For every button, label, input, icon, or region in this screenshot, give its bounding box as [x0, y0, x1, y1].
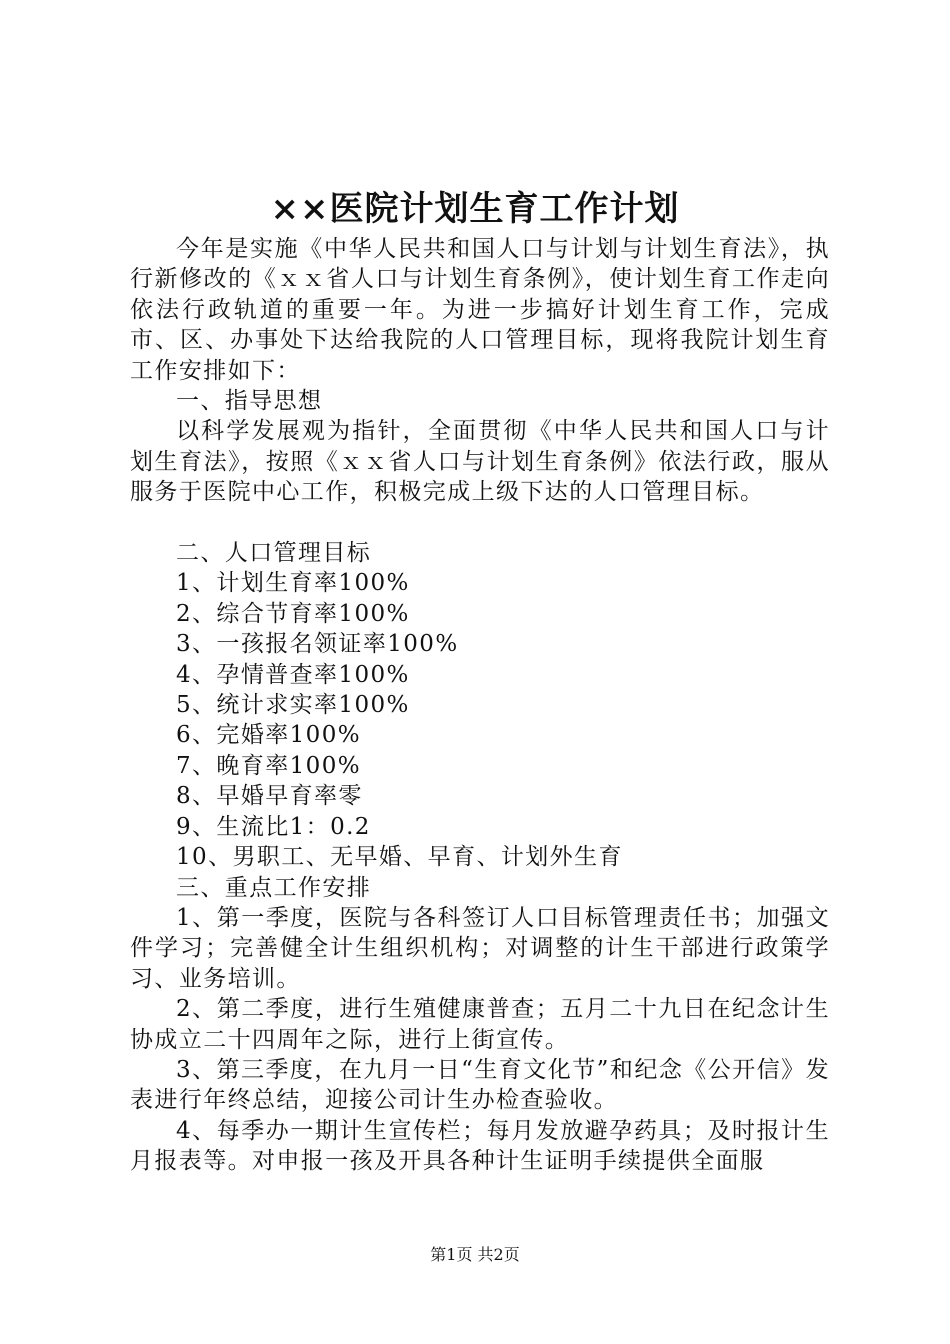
section-heading-guiding-thought: 一、指导思想 [176, 388, 323, 415]
section-heading-key-work: 三、重点工作安排 [176, 874, 372, 901]
target-item: 3、一孩报名领证率100% [176, 631, 459, 658]
target-item: 10、男职工、无早婚、早育、计划外生育 [176, 844, 623, 871]
work-item: 2、第二季度，进行生殖健康普查；五月二十九日在纪念计生协成立二十四周年之际，进行上街宣传。 [130, 996, 830, 1053]
document-title: ××医院计划生育工作计划 [270, 189, 680, 229]
target-item: 5、统计求实率100% [176, 692, 410, 719]
target-item: 2、综合节育率100% [176, 600, 410, 627]
target-item: 9、生流比1：0.2 [176, 813, 371, 840]
target-item: 8、早婚早育率零 [176, 783, 363, 810]
work-item: 1、第一季度，医院与各科签订人口目标管理责任书；加强文件学习；完善健全计生组织机构；对调整的计生干部进行政策学习、业务培训。 [130, 904, 830, 992]
document-body [130, 234, 830, 1177]
target-item: 1、计划生育率100% [176, 570, 410, 597]
target-item: 7、晚育率100% [176, 752, 361, 779]
work-item: 4、每季办一期计生宣传栏；每月发放避孕药具；及时报计生月报表等。对申报一孩及开具各种计生证明手续提供全面服 [130, 1117, 830, 1175]
target-item: 4、孕情普查率100% [176, 661, 410, 688]
target-item: 6、完婚率100% [176, 722, 361, 749]
blank-line [130, 508, 830, 538]
paragraph-intro: 今年是实施《中华人民共和国人口与计划与计划生育法》，执行新修改的《ｘｘ省人口与计划生育条例》，使计划生育工作走向依法行政轨道的重要一年。为进一步搞好计划生育工作，完成市、区、办事处下达给我院的人口管理目标，现将我院计划生育工作安排如下： [130, 236, 830, 384]
page-footer: 第1页 共2页 [430, 1245, 520, 1264]
paragraph-guiding-thought: 以科学发展观为指针，全面贯彻《中华人民共和国人口与计划生育法》，按照《ｘｘ省人口与计划生育条例》依法行政，服从服务于医院中心工作，积极完成上级下达的人口管理目标。 [130, 418, 830, 506]
work-item: 3、第三季度，在九月一日“生育文化节”和纪念《公开信》发表进行年终总结，迎接公司计生办检查验收。 [130, 1056, 830, 1114]
section-heading-population-targets: 二、人口管理目标 [176, 540, 372, 567]
